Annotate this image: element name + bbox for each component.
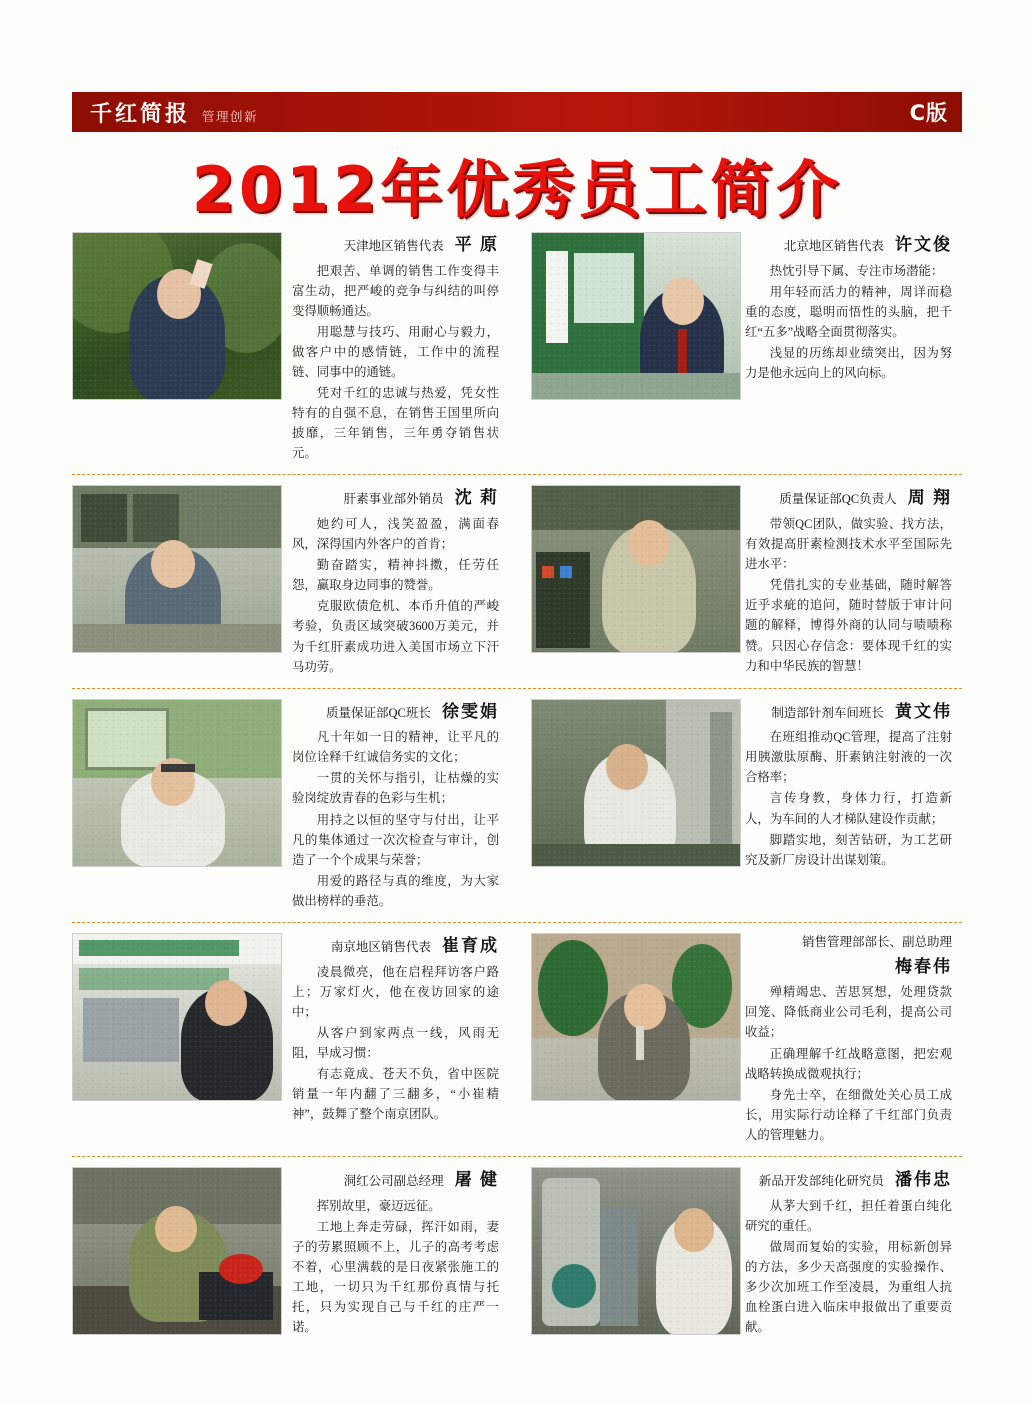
employee-photo — [72, 232, 282, 400]
profile-row — [72, 922, 962, 1146]
profile-role: 质量保证部QC负责人 — [779, 492, 897, 507]
profile-card — [72, 933, 517, 1146]
profile-row — [72, 232, 962, 464]
profile-paragraph: 勤奋踏实，精神抖擞，任劳任怨，赢取身边同事的赞誉。 — [292, 558, 499, 593]
profile-heading — [292, 485, 499, 511]
profile-role: 销售管理部部长、副总助理 — [801, 935, 952, 950]
employee-photo — [72, 933, 282, 1101]
profile-name: 黄文伟 — [895, 701, 952, 721]
profile-name: 潘伟忠 — [895, 1170, 952, 1190]
profile-text — [741, 232, 962, 464]
employee-photo — [72, 485, 282, 653]
profile-paragraph: 脚踏实地，刻苦钻研，为工艺研究及新厂房设计出谋划策。 — [745, 832, 952, 867]
profile-name: 崔育成 — [442, 936, 499, 956]
employee-photo — [531, 1167, 741, 1335]
profile-role: 北京地区销售代表 — [783, 239, 884, 253]
profile-card — [517, 485, 962, 677]
profiles-grid — [72, 232, 962, 1338]
profile-paragraph: 在班组推动QC管理，提高了注射用胰激肽原酶、肝素钠注射液的一次合格率； — [745, 730, 952, 785]
profile-paragraph: 做周而复始的实验，用标新创异的方法，多少天高强度的实验操作、多少次加班工作至凌晨，为重组人抗血栓蛋白进入临床申报做出了重要贡献。 — [745, 1239, 952, 1335]
profile-role: 制造部针剂车间班长 — [771, 705, 884, 720]
profile-name: 许文俊 — [895, 235, 952, 254]
profile-role: 洞红公司副总经理 — [343, 1174, 444, 1189]
employee-photo — [531, 933, 741, 1101]
profile-paragraph: 把艰苦、单调的销售工作变得丰富生动，把严峻的竞争与纠结的叫停变得顺畅通达。 — [292, 263, 499, 318]
profile-card — [517, 933, 962, 1146]
employee-photo — [72, 699, 282, 867]
publication-subtitle: 管理创新 — [202, 108, 259, 124]
profile-text — [282, 232, 503, 464]
profile-paragraph: 凭借扎实的专业基础，随时解答近乎求疵的追问，随时替版于审计问题的解释，博得外商的认同与啧啧称赞。只因心存信念：要体现千红的实力和中华民族的智慧！ — [745, 578, 952, 673]
masthead-left-group — [90, 97, 910, 128]
profile-text — [282, 485, 503, 677]
profile-paragraph: 热忱引导下属、专注市场潜能： — [769, 263, 944, 278]
profile-paragraph: 浅显的历练却业绩突出，因为努力是他永远向上的风向标。 — [745, 345, 952, 380]
employee-photo — [531, 232, 741, 400]
profile-text — [741, 699, 962, 912]
profile-paragraph: 带领QC团队，做实验、找方法，有效提高肝素检测技术水平至国际先进水平： — [745, 516, 952, 572]
employee-photo — [531, 699, 741, 867]
profile-name: 梅春伟 — [895, 956, 952, 976]
profile-heading — [292, 232, 499, 258]
profile-name: 沈 莉 — [454, 488, 499, 508]
profile-heading — [745, 232, 952, 258]
profile-card — [517, 699, 962, 912]
profile-paragraph: 用爱的路径与真的维度，为大家做出榜样的垂范。 — [292, 873, 499, 908]
profile-paragraph: 凡十年如一日的精神，让平凡的岗位诠释千红诚信务实的文化； — [292, 730, 499, 765]
profile-row — [72, 1156, 962, 1338]
profile-text — [282, 699, 503, 912]
profile-paragraph: 她约可人，浅笑盈盈，满面春风，深得国内外客户的首肯； — [292, 516, 499, 552]
masthead-banner — [72, 92, 962, 132]
profile-text — [741, 933, 962, 1146]
profile-paragraph: 凭对千红的忠诚与热爱，凭女性特有的自强不息，在销售王国里所向披靡，三年销售，三年勇夺销售状元。 — [292, 386, 499, 461]
profile-heading — [745, 933, 952, 979]
profile-paragraph: 用年轻而活力的精神，周详而稳重的态度，聪明而悟性的头脑，把千红“五多”战略全面贯彻落实。 — [745, 284, 952, 339]
profile-paragraph: 用聪慧与技巧、用耐心与毅力，做客户中的感情链，工作中的流程链、同事中的通链。 — [292, 324, 499, 379]
profile-heading — [745, 699, 952, 725]
profile-card — [517, 232, 962, 464]
profile-paragraph: 正确理解千红战略意图，把宏观战略转换成微观执行； — [745, 1046, 952, 1081]
profile-name: 周 翔 — [907, 488, 952, 508]
profile-heading — [745, 485, 952, 511]
edition-label: C版 — [909, 101, 948, 125]
employee-photo — [531, 485, 741, 653]
profile-heading — [292, 1167, 499, 1193]
profile-row — [72, 688, 962, 912]
profile-paragraph: 身先士卒，在细微处关心员工成长，用实际行动诠释了千红部门负责人的管理魅力。 — [745, 1087, 952, 1142]
profile-paragraph: 殚精竭忠、苦思冥想，处理贷款回笼、降低商业公司毛利，提高公司收益； — [745, 985, 952, 1040]
profile-text — [282, 1167, 503, 1338]
profile-card — [72, 232, 517, 464]
profile-card — [72, 485, 517, 677]
profile-card — [72, 699, 517, 912]
profile-paragraph: 克服欧债危机、本币升值的严峻考验，负责区域突破3600万美元，并为千红肝素成功进入美国市场立下汗马功劳。 — [292, 599, 499, 674]
publication-title: 千红简报 — [90, 101, 191, 127]
profile-paragraph: 用持之以恒的坚守与付出，让平凡的集体通过一次次检查与审计，创造了一个个成果与荣誉； — [292, 812, 499, 867]
profile-paragraph: 凌晨微亮，他在启程拜访客户路上；万家灯火，他在夜访回家的途中； — [292, 964, 499, 1019]
profile-role: 新品开发部纯化研究员 — [758, 1174, 884, 1189]
profile-card — [72, 1167, 517, 1338]
profile-paragraph: 有志竟成、苍天不负，省中医院销量一年内翻了三翻多，“小崔精神”，鼓舞了整个南京团队。 — [292, 1067, 499, 1122]
profile-paragraph: 一贯的关怀与指引，让枯燥的实验岗绽放青春的色彩与生机； — [292, 771, 499, 806]
profile-heading — [745, 1167, 952, 1193]
profile-role: 肝素事业部外销员 — [343, 492, 444, 507]
profile-heading — [292, 933, 499, 959]
employee-photo — [72, 1167, 282, 1335]
profile-name: 屠 健 — [454, 1170, 499, 1190]
profile-role: 天津地区销售代表 — [343, 239, 444, 253]
profile-paragraph: 工地上奔走劳碌，挥汗如雨，妻子的劳累照顾不上，儿子的高考考虑不着，心里满载的是日夜紧张施工的工地，一切只为千红那份真情与托托，只为实现自己与千红的庄严一诺。 — [292, 1219, 499, 1335]
profile-paragraph: 言传身教，身体力行，打造新人，为车间的人才梯队建设作贡献； — [745, 791, 952, 826]
profile-row — [72, 474, 962, 677]
profile-name: 平 原 — [454, 235, 499, 254]
profile-paragraph: 从茅大到千红，担任着蛋白纯化研究的重任。 — [745, 1198, 952, 1233]
profile-text — [741, 485, 962, 677]
profile-heading — [292, 699, 499, 725]
profile-text — [741, 1167, 962, 1338]
profile-paragraph: 挥别故里，豪迈远征。 — [316, 1198, 441, 1213]
page-title: 2012年优秀员工简介 — [191, 153, 843, 226]
profile-card — [517, 1167, 962, 1338]
profile-name: 徐雯娟 — [442, 701, 499, 721]
profile-text — [282, 933, 503, 1146]
profile-role: 质量保证部QC班长 — [326, 705, 431, 720]
profile-paragraph: 从客户到家两点一线，风雨无阻，早成习惯： — [292, 1025, 499, 1060]
profile-role: 南京地区销售代表 — [330, 940, 431, 955]
